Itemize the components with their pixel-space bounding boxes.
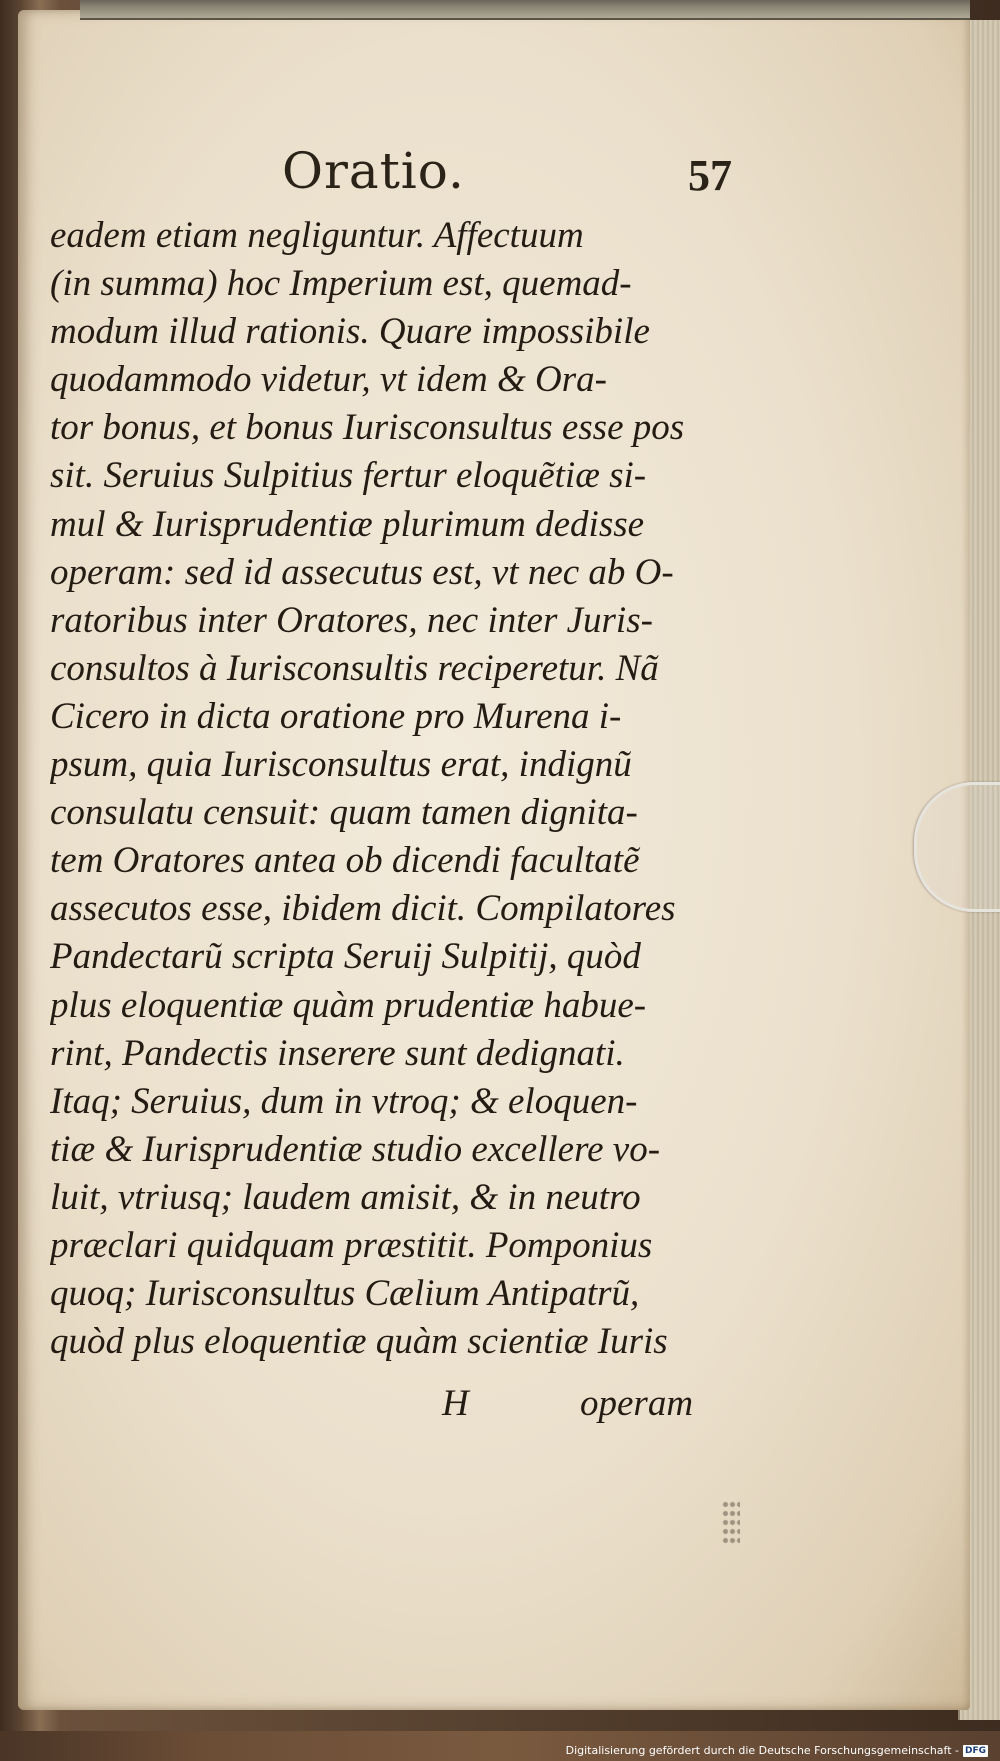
dfg-logo-icon: DFG — [964, 1745, 986, 1756]
text-line: luit, vtriusq; laudem amisit, & in neutro — [50, 1176, 641, 1218]
text-line: modum illud rationis. Quare impossibile — [50, 311, 650, 353]
text-line: plus eloquentiæ quàm prudentiæ habue- — [50, 984, 647, 1026]
top-page-edge — [80, 0, 970, 20]
text-line: consulatu censuit: quam tamen dignita- — [50, 792, 638, 834]
text-line: ratoribus inter Oratores, nec inter Juris- — [50, 599, 653, 641]
text-line: quoq; Iurisconsultus Cælium Antipatrũ, — [50, 1273, 640, 1315]
catchword: operam — [580, 1383, 694, 1424]
foxing-spot — [722, 1500, 740, 1544]
page-number: 57 — [688, 151, 732, 200]
text-line: Cicero in dicta oratione pro Murena i- — [50, 695, 622, 737]
text-line: quòd plus eloquentiæ quàm scientiæ Iuris — [50, 1321, 668, 1363]
text-line: assecutos esse, ibidem dicit. Compilatores — [50, 888, 676, 930]
text-line: præclari quidquam præstitit. Pomponius — [50, 1224, 653, 1266]
text-line: Pandectarũ scripta Seruij Sulpitij, quòd — [50, 936, 641, 978]
text-line: Itaq; Seruius, dum in vtroq; & eloquen- — [50, 1080, 638, 1122]
text-line: sit. Seruius Sulpitius fertur eloquẽtiæ si- — [50, 455, 647, 497]
text-line: rint, Pandectis inserere sunt dedignati. — [50, 1032, 625, 1074]
text-line: tor bonus, et bonus Iurisconsultus esse pos — [50, 407, 685, 449]
text-line: consultos à Iurisconsultis reciperetur. Nã — [50, 647, 659, 689]
signature-mark: H — [442, 1383, 469, 1424]
text-line: operam: sed id assecutus est, vt nec ab O- — [50, 551, 674, 593]
text-line: quodammodo videtur, vt idem & Ora- — [50, 359, 607, 401]
running-head: Oratio. — [282, 142, 465, 200]
text-line: psum, quia Iurisconsultus erat, indignũ — [50, 744, 632, 786]
text-line: mul & Iurisprudentiæ plurimum dedisse — [50, 503, 645, 545]
credit-text: Digitalisierung gefördert durch die Deutsche Forschungsgemeinschaft - — [565, 1744, 959, 1757]
text-line: tem Oratores antea ob dicendi facultatẽ — [50, 840, 640, 882]
text-line: eadem etiam negliguntur. Affectuum — [50, 215, 584, 256]
body-text — [50, 212, 750, 1366]
digitization-credit — [566, 1744, 988, 1757]
text-line: tiæ & Iurisprudentiæ studio excellere vo- — [50, 1128, 661, 1170]
text-line: (in summa) hoc Imperium est, quemad- — [50, 263, 632, 305]
